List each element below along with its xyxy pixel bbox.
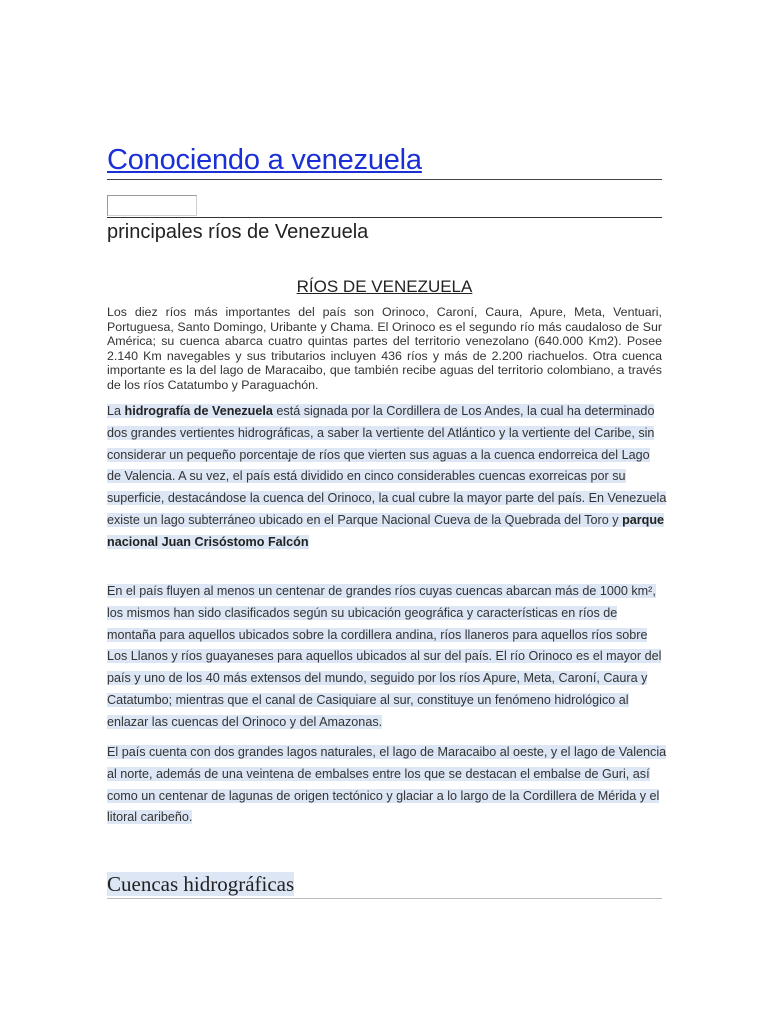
highlighted-text: El país cuenta con dos grandes lagos naturales, el lago de Maracaibo al oeste, y el lago de Valencia al norte, además de una veintena de embalses entre los que se destacan el embalse de Guri, así como un centenar de lagunas de origen tectónico y glaciar a lo largo de la Cordillera de Mérida y el litoral caribeño. [107, 745, 667, 825]
text-run: está signada por la Cordillera de Los Andes, la cual ha determinado dos grandes vertientes hidrográficas, a saber la vertiente del Atlántico y la vertiente del Caribe, sin considerar un pequeño porcentaje de ríos que vierten sus aguas a la cuenca endorreica del Lago de Valencia. A su vez, el país está dividido en cinco considerables cuencas exorreicas por su superficie, destacándose la cuenca del Orinoco, la cual cubre la mayor parte del país. En Venezuela existe un lago subterráneo ubicado en el Parque Nacional Cueva de la Quebrada del Toro y [107, 404, 667, 527]
paragraph-lagos [107, 742, 667, 829]
blog-title-link[interactable]: Conociendo a venezuela [107, 144, 422, 176]
bold-term: hidrografía de Venezuela [124, 404, 273, 418]
highlighted-text [107, 404, 666, 549]
paragraph-hidrografia [107, 401, 667, 554]
header-divider [107, 217, 662, 218]
highlighted-text: En el país fluyen al menos un centenar de grandes ríos cuyas cuencas abarcan más de 1000 km², los mismos han sido clasificados según su ubicación geográfica y características en ríos de montaña para aquellos ubicados sobre la cordillera andina, ríos llaneros para aquellos ríos sobre Los Llanos y ríos guayaneses para aquellos ubicados al sur del país. El río Orinoco es el mayor del país y uno de los 40 más extensos del mundo, seguido por los ríos Apure, Meta, Caroní, Caura y Catatumbo; mientras que el canal de Casiquiare al sur, constituye un fenómeno hidrológico al enlazar las cuencas del Orinoco y del Amazonas. [107, 584, 662, 729]
subheading-text: Cuencas hidrográficas [107, 872, 295, 896]
subheading-cuencas [107, 870, 662, 899]
image-placeholder [107, 195, 197, 216]
post-heading: principales ríos de Venezuela [107, 221, 369, 243]
intro-paragraph: Los diez ríos más importantes del país son Orinoco, Caroní, Caura, Apure, Meta, Ventuari, Portuguesa, Santo Domingo, Uribante y Chama. El Orinoco es el segundo río más caudaloso de Sur América; su cuenca abarca cuatro quintas partes del territorio venezolano (640.000 Km2). Posee 2.140 Km navegables y sus tributarios incluyen 436 ríos y más de 2.200 riachuelos. Otra cuenca importante es la del lago de Maracaibo, que también recibe aguas del territorio colombiano, a través de los ríos Catatumbo y Paraguachón. [107, 305, 662, 392]
paragraph-rios [107, 581, 667, 734]
text-run: La [107, 404, 125, 418]
blog-title-bar [107, 144, 662, 180]
bold-term: parque nacional Juan Crisóstomo Falcón [107, 512, 665, 549]
section-title: RÍOS DE VENEZUELA [296, 277, 473, 296]
